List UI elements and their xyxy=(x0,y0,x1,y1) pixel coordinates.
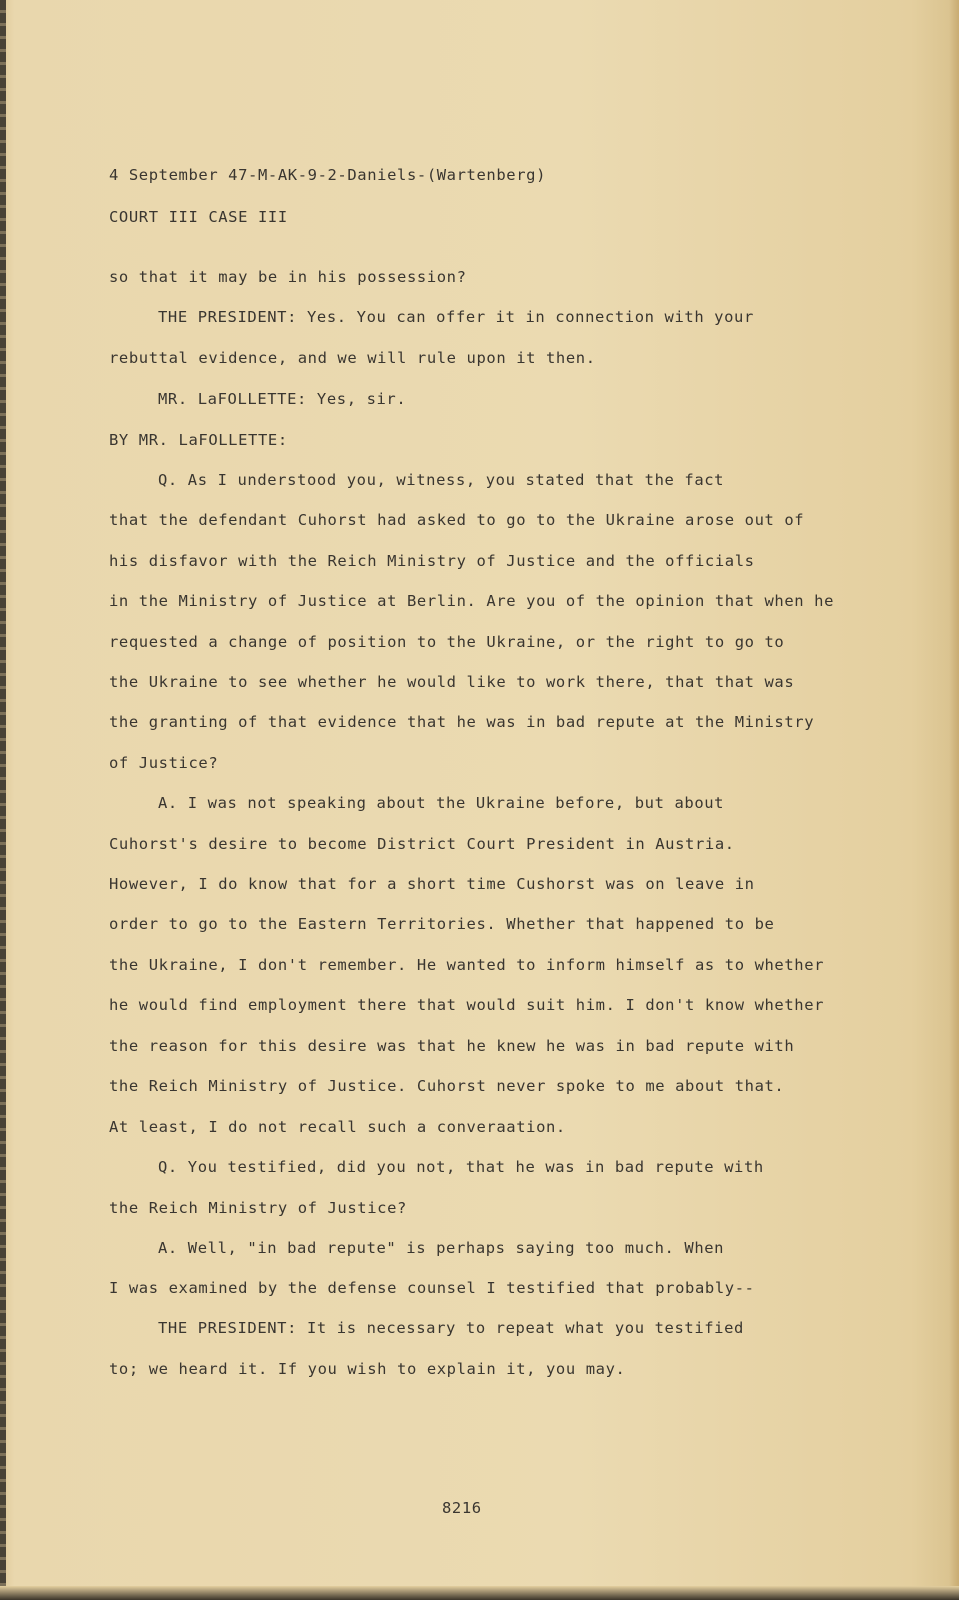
page-right-edge xyxy=(949,0,959,1600)
page-number: 8216 xyxy=(442,1499,482,1517)
transcript-line: Q. As I understood you, witness, you stated that the fact xyxy=(158,471,725,489)
transcript-line: he would find employment there that would suit him. I don't know whether xyxy=(109,996,825,1014)
transcript-line: BY MR. LaFOLLETTE: xyxy=(109,431,288,449)
transcript-line: A. Well, "in bad repute" is perhaps saying too much. When xyxy=(158,1239,725,1257)
page-bottom-edge xyxy=(0,1586,959,1600)
transcript-line: of Justice? xyxy=(109,754,219,772)
binding-edge xyxy=(0,0,6,1600)
transcript-line: I was examined by the defense counsel I testified that probably-- xyxy=(109,1279,755,1297)
transcript-line: the granting of that evidence that he was in bad repute at the Ministry xyxy=(109,713,815,731)
transcript-line: THE PRESIDENT: Yes. You can offer it in connection with your xyxy=(158,308,754,326)
transcript-line: the Reich Ministry of Justice? xyxy=(109,1199,407,1217)
header-date-line: 4 September 47-M-AK-9-2-Daniels-(Wartenberg) xyxy=(109,166,546,184)
transcript-line: the Ukraine, I don't remember. He wanted to inform himself as to whether xyxy=(109,956,825,974)
transcript-line: order to go to the Eastern Territories. Whether that happened to be xyxy=(109,915,775,933)
transcript-line: the Reich Ministry of Justice. Cuhorst never spoke to me about that. xyxy=(109,1077,785,1095)
transcript-line: the Ukraine to see whether he would like to work there, that that was xyxy=(109,673,795,691)
transcript-line: so that it may be in his possession? xyxy=(109,268,467,286)
transcript-line: requested a change of position to the Ukraine, or the right to go to xyxy=(109,633,785,651)
transcript-line: However, I do know that for a short time Cushorst was on leave in xyxy=(109,875,755,893)
transcript-line: rebuttal evidence, and we will rule upon it then. xyxy=(109,349,596,367)
transcript-line: Q. You testified, did you not, that he was in bad repute with xyxy=(158,1158,764,1176)
transcript-line: to; we heard it. If you wish to explain it, you may. xyxy=(109,1360,626,1378)
transcript-line: At least, I do not recall such a converaation. xyxy=(109,1118,566,1136)
transcript-line: the reason for this desire was that he knew he was in bad repute with xyxy=(109,1037,795,1055)
transcript-line: his disfavor with the Reich Ministry of Justice and the officials xyxy=(109,552,755,570)
transcript-line: Cuhorst's desire to become District Court President in Austria. xyxy=(109,835,735,853)
transcript-line: THE PRESIDENT: It is necessary to repeat what you testified xyxy=(158,1319,744,1337)
transcript-line: A. I was not speaking about the Ukraine before, but about xyxy=(158,794,725,812)
header-court-line: COURT III CASE III xyxy=(109,208,288,226)
transcript-line: MR. LaFOLLETTE: Yes, sir. xyxy=(158,390,407,408)
transcript-line: in the Ministry of Justice at Berlin. Are you of the opinion that when he xyxy=(109,592,835,610)
transcript-line: that the defendant Cuhorst had asked to go to the Ukraine arose out of xyxy=(109,511,805,529)
